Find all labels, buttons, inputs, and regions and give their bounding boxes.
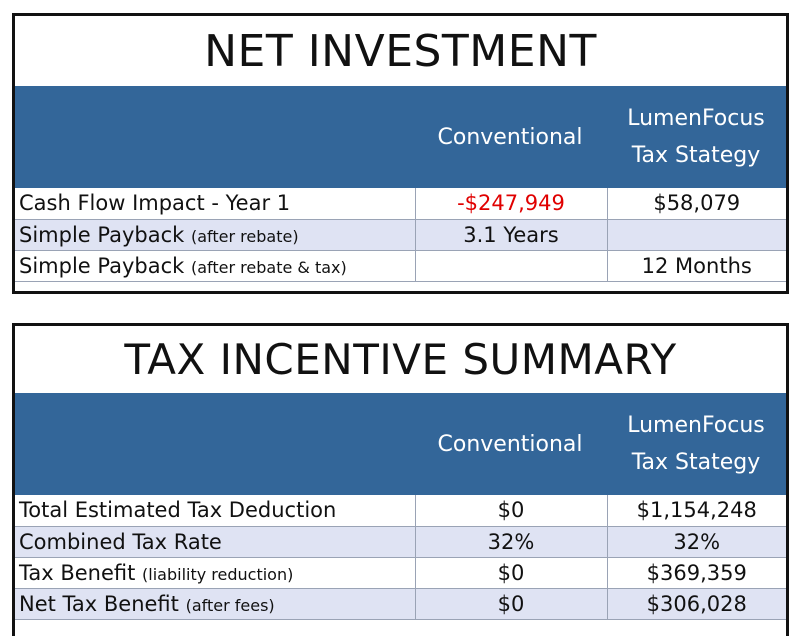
- net-investment-title: NET INVESTMENT: [204, 25, 597, 77]
- row-label-text: Tax Benefit: [19, 560, 136, 585]
- tax-incentive-title: TAX INCENTIVE SUMMARY: [124, 335, 677, 384]
- table-row: [15, 557, 786, 588]
- table-row: [15, 526, 786, 557]
- row-label-text: Combined Tax Rate: [19, 529, 222, 554]
- header-lumenfocus-line2: Tax Stategy: [631, 450, 761, 475]
- payback-rebate-lumenfocus-value: [607, 219, 786, 250]
- cash-flow-lumenfocus-value: $58,079: [607, 188, 786, 219]
- header-lumenfocus-line1: LumenFocus: [627, 106, 765, 131]
- net-investment-header-lumenfocus: [607, 86, 785, 188]
- row-label: [15, 188, 415, 219]
- tax-incentive-table: [15, 495, 786, 620]
- table-row: [15, 219, 786, 250]
- row-label-text: Total Estimated Tax Deduction: [19, 498, 337, 523]
- tax-benefit-lumenfocus-value: $369,359: [607, 557, 786, 588]
- row-label-note: (after rebate): [191, 226, 299, 246]
- tax-incentive-header-lumenfocus: [607, 393, 785, 495]
- row-label: [15, 526, 415, 557]
- tax-incentive-header-conventional: Conventional: [437, 431, 583, 457]
- tax-benefit-conventional-value: $0: [415, 557, 607, 588]
- net-tax-benefit-lumenfocus-value: $306,028: [607, 588, 786, 619]
- payback-tax-lumenfocus-value: 12 Months: [607, 250, 786, 281]
- row-label-note: (after fees): [185, 595, 275, 615]
- row-label: [15, 557, 415, 588]
- net-investment-table: [15, 188, 786, 282]
- row-label-text: Simple Payback: [19, 222, 185, 247]
- tax-rate-lumenfocus-value: 32%: [607, 526, 786, 557]
- row-label: [15, 495, 415, 526]
- tax-rate-conventional-value: 32%: [415, 526, 607, 557]
- row-label-note: (after rebate & tax): [191, 257, 347, 277]
- net-investment-header-conventional: Conventional: [437, 124, 583, 150]
- row-label-text: Simple Payback: [19, 253, 185, 278]
- row-label-note: (liability reduction): [142, 564, 294, 584]
- row-label-text: Net Tax Benefit: [19, 591, 179, 616]
- tax-deduction-conventional-value: $0: [415, 495, 607, 526]
- header-lumenfocus-line2: Tax Stategy: [631, 143, 761, 168]
- table-row: [15, 250, 786, 281]
- net-tax-benefit-conventional-value: $0: [415, 588, 607, 619]
- net-investment-panel: [12, 13, 789, 294]
- row-label: [15, 219, 415, 250]
- tax-deduction-lumenfocus-value: $1,154,248: [607, 495, 786, 526]
- net-investment-header-band: [15, 86, 786, 188]
- cash-flow-conventional-value: -$247,949: [415, 188, 607, 219]
- tax-incentive-header-band: [15, 393, 786, 495]
- header-lumenfocus-line1: LumenFocus: [627, 413, 765, 438]
- row-label: [15, 588, 415, 619]
- table-row: [15, 188, 786, 219]
- row-label: [15, 250, 415, 281]
- tax-incentive-panel: [12, 323, 789, 636]
- payback-rebate-conventional-value: 3.1 Years: [415, 219, 607, 250]
- row-label-text: Cash Flow Impact - Year 1: [19, 191, 291, 216]
- payback-tax-conventional-value: [415, 250, 607, 281]
- table-row: [15, 495, 786, 526]
- table-row: [15, 588, 786, 619]
